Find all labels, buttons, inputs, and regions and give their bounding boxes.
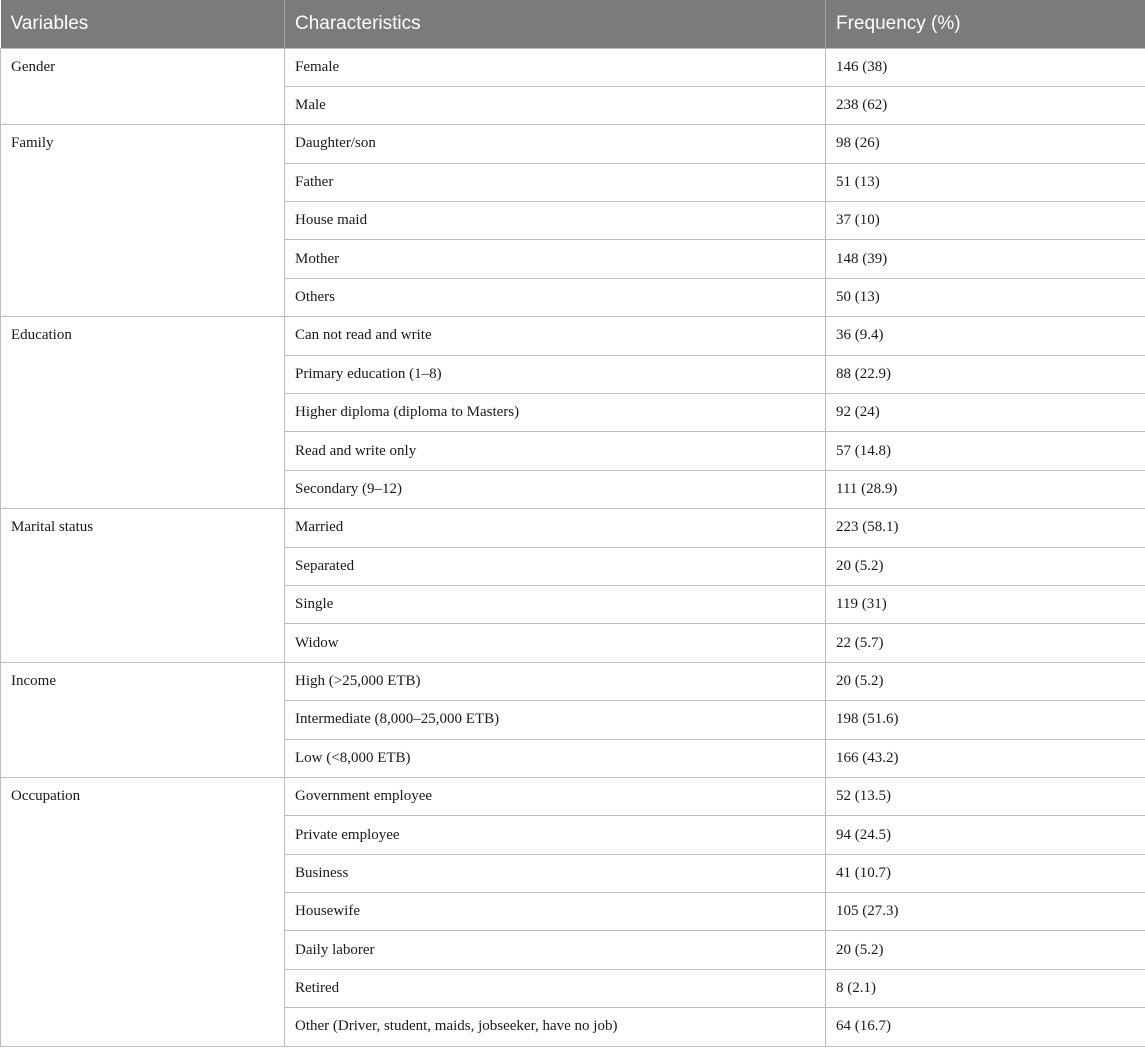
characteristic-cell: Secondary (9–12) (285, 470, 826, 508)
characteristic-cell: Housewife (285, 893, 826, 931)
variable-cell: Gender (1, 48, 285, 125)
header-frequency: Frequency (%) (826, 0, 1145, 48)
header-characteristics: Characteristics (285, 0, 826, 48)
characteristic-cell: Other (Driver, student, maids, jobseeker, have no job) (285, 1008, 826, 1046)
characteristic-cell: Married (285, 509, 826, 547)
frequency-cell: 51 (13) (826, 163, 1145, 201)
frequency-cell: 146 (38) (826, 48, 1145, 86)
characteristic-cell: Read and write only (285, 432, 826, 470)
frequency-cell: 92 (24) (826, 394, 1145, 432)
characteristic-cell: Can not read and write (285, 317, 826, 355)
frequency-cell: 148 (39) (826, 240, 1145, 278)
table-row (1, 509, 1145, 547)
frequency-cell: 52 (13.5) (826, 777, 1145, 815)
frequency-cell: 36 (9.4) (826, 317, 1145, 355)
table-row (1, 777, 1145, 815)
frequency-cell: 98 (26) (826, 125, 1145, 163)
characteristic-cell: Male (285, 86, 826, 124)
characteristic-cell: Female (285, 48, 826, 86)
characteristic-cell: Private employee (285, 816, 826, 854)
table-body (1, 48, 1145, 1046)
characteristic-cell: Government employee (285, 777, 826, 815)
frequency-cell: 20 (5.2) (826, 931, 1145, 969)
characteristic-cell: Intermediate (8,000–25,000 ETB) (285, 701, 826, 739)
table-row (1, 317, 1145, 355)
table-row (1, 662, 1145, 700)
characteristic-cell: House maid (285, 202, 826, 240)
header-row (1, 0, 1145, 48)
characteristic-cell: Father (285, 163, 826, 201)
table-row (1, 125, 1145, 163)
table-row (1, 48, 1145, 86)
variable-cell: Education (1, 317, 285, 509)
characteristic-cell: Higher diploma (diploma to Masters) (285, 394, 826, 432)
characteristic-cell: Low (<8,000 ETB) (285, 739, 826, 777)
frequency-cell: 105 (27.3) (826, 893, 1145, 931)
characteristic-cell: Business (285, 854, 826, 892)
frequency-cell: 88 (22.9) (826, 355, 1145, 393)
characteristic-cell: Mother (285, 240, 826, 278)
table-header (1, 0, 1145, 48)
variable-cell: Marital status (1, 509, 285, 663)
frequency-cell: 20 (5.2) (826, 662, 1145, 700)
frequency-cell: 20 (5.2) (826, 547, 1145, 585)
frequency-cell: 238 (62) (826, 86, 1145, 124)
characteristic-cell: Daily laborer (285, 931, 826, 969)
frequency-cell: 223 (58.1) (826, 509, 1145, 547)
frequency-cell: 119 (31) (826, 585, 1145, 623)
frequency-cell: 111 (28.9) (826, 470, 1145, 508)
frequency-cell: 37 (10) (826, 202, 1145, 240)
frequency-cell: 8 (2.1) (826, 969, 1145, 1007)
characteristic-cell: Retired (285, 969, 826, 1007)
frequency-cell: 22 (5.7) (826, 624, 1145, 662)
characteristic-cell: Primary education (1–8) (285, 355, 826, 393)
frequency-cell: 166 (43.2) (826, 739, 1145, 777)
variable-cell: Family (1, 125, 285, 317)
characteristic-cell: Daughter/son (285, 125, 826, 163)
characteristic-cell: Single (285, 585, 826, 623)
characteristic-cell: Others (285, 278, 826, 316)
characteristic-cell: Widow (285, 624, 826, 662)
frequency-cell: 41 (10.7) (826, 854, 1145, 892)
characteristic-cell: High (>25,000 ETB) (285, 662, 826, 700)
header-variables: Variables (1, 0, 285, 48)
frequency-cell: 50 (13) (826, 278, 1145, 316)
frequency-cell: 198 (51.6) (826, 701, 1145, 739)
frequency-cell: 57 (14.8) (826, 432, 1145, 470)
frequency-cell: 64 (16.7) (826, 1008, 1145, 1046)
frequency-cell: 94 (24.5) (826, 816, 1145, 854)
variable-cell: Income (1, 662, 285, 777)
variable-cell: Occupation (1, 777, 285, 1046)
characteristic-cell: Separated (285, 547, 826, 585)
